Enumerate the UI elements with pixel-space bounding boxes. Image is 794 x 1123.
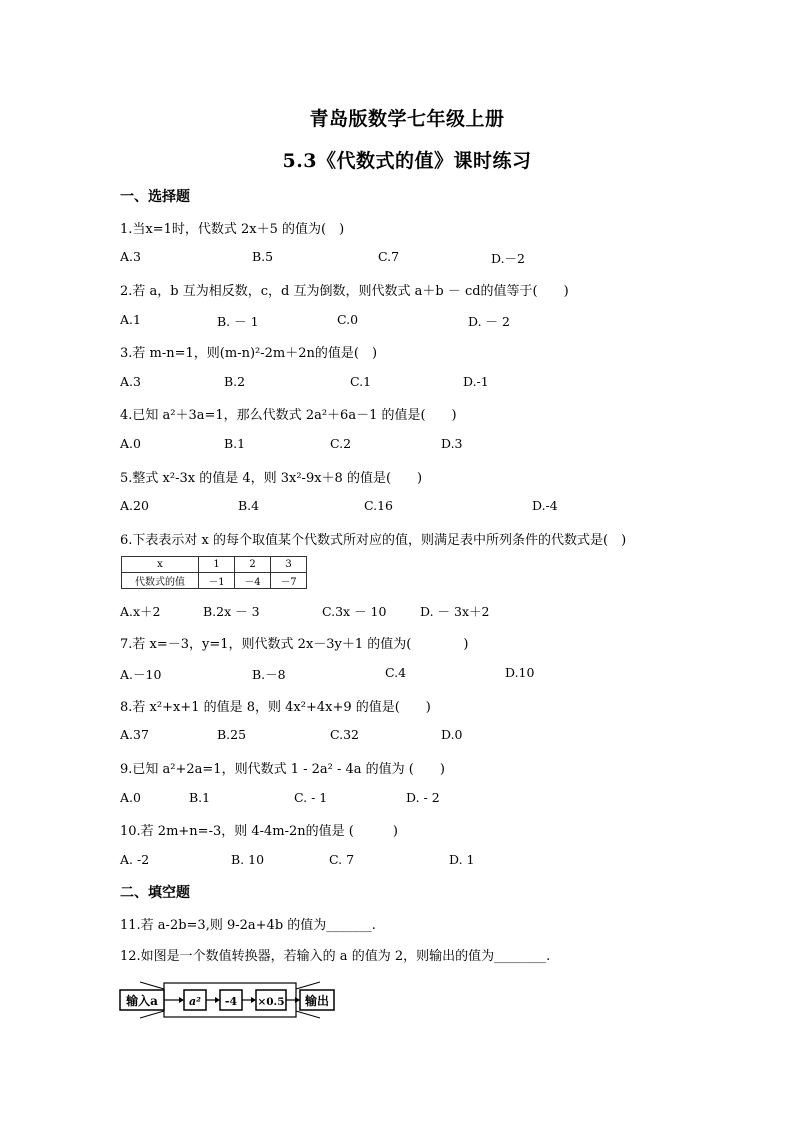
funnel-line: [296, 982, 320, 989]
question-5: 5.整式 x²-3x 的值是 4，则 3x²-9x＋8 的值是( ): [120, 471, 423, 486]
option: B. 10: [231, 852, 265, 867]
funnel-line: [140, 1011, 164, 1018]
options-row: [0, 852, 794, 872]
question-2: 2.若 a，b 互为相反数，c，d 互为倒数，则代数式 a＋b － cd的值等于( ): [120, 284, 569, 299]
table-cell: x: [122, 557, 199, 573]
value-table: [121, 556, 307, 589]
option: D.-1: [463, 374, 489, 389]
option: A.0: [120, 436, 141, 451]
question-11: 11.若 a-2b=3,则 9-2a+4b 的值为_______.: [120, 918, 376, 933]
table-cell: －7: [271, 573, 307, 589]
option: D. － 2: [468, 314, 510, 329]
table-row: [122, 573, 307, 589]
option: C.7: [378, 249, 400, 264]
table-cell: 2: [235, 557, 271, 573]
question-1: 1.当x=1时，代数式 2x＋5 的值为( ): [120, 222, 345, 237]
option: C.4: [385, 665, 407, 680]
option: B.5: [252, 249, 274, 264]
input-label: 输入a: [126, 994, 158, 1008]
option: A.3: [120, 249, 141, 264]
options-row: [0, 602, 794, 622]
output-label: 输出: [304, 994, 330, 1008]
option: D.0: [441, 727, 463, 742]
options-row: [0, 436, 794, 456]
option: D. － 3x＋2: [420, 604, 490, 619]
table-cell: 3: [271, 557, 307, 573]
option: C. 7: [329, 852, 355, 867]
question-4: 4.已知 a²＋3a=1，那么代数式 2a²＋6a－1 的值是( ): [120, 408, 457, 423]
option: C.1: [350, 374, 372, 389]
option: B. － 1: [217, 314, 259, 329]
options-row: [0, 498, 794, 518]
question-7: 7.若 x=－3，y=1，则代数式 2x－3y＋1 的值为( ): [120, 637, 469, 652]
option: D.-4: [532, 498, 558, 513]
option: A.x＋2: [120, 604, 161, 619]
option: A.20: [120, 498, 149, 513]
document-subtitle: 5.3《代数式的值》课时练习: [282, 150, 532, 172]
table-cell: 代数式的值: [122, 573, 199, 589]
question-9: 9.已知 a²+2a=1，则代数式 1 - 2a² - 4a 的值为 ( ): [120, 762, 445, 777]
option: C.16: [364, 498, 393, 513]
options-row: [0, 665, 794, 685]
funnel-line: [296, 1011, 320, 1018]
option: A. -2: [120, 852, 150, 867]
table-cell: 1: [199, 557, 235, 573]
option: B.1: [224, 436, 246, 451]
step-label: a²: [189, 995, 201, 1008]
section-heading-choice: 一、选择题: [120, 189, 190, 205]
option: D. 1: [449, 852, 475, 867]
options-row: [0, 790, 794, 810]
option: D.10: [505, 665, 535, 680]
option: A.－10: [120, 667, 162, 682]
question-6: 6.下表表示对 x 的每个取值某个代数式所对应的值，则满足表中所列条件的代数式是( ): [120, 533, 627, 548]
option: B.2: [224, 374, 246, 389]
options-row: [0, 374, 794, 394]
question-12: 12.如图是一个数值转换器，若输入的 a 的值为 2，则输出的值为________.: [120, 949, 551, 964]
option: D.3: [441, 436, 463, 451]
question-3: 3.若 m-n=1，则(m-n)²-2m＋2n的值是( ): [120, 346, 378, 361]
section-heading-fill: 二、填空题: [120, 885, 190, 901]
funnel-line: [140, 982, 164, 989]
option: A.0: [120, 790, 141, 805]
option: A.37: [120, 727, 149, 742]
option: A.3: [120, 374, 141, 389]
option: C.32: [330, 727, 359, 742]
option: A.1: [120, 312, 141, 327]
option: C.3x － 10: [322, 604, 387, 619]
options-row: [0, 249, 794, 269]
option: B.4: [238, 498, 260, 513]
options-row: [0, 727, 794, 747]
option: C.0: [337, 312, 359, 327]
option: B.25: [217, 727, 247, 742]
document-title: 青岛版数学七年级上册: [309, 108, 505, 130]
step-label: -4: [224, 995, 238, 1008]
table-cell: －4: [235, 573, 271, 589]
step-label: ×0.5: [257, 996, 285, 1008]
table-cell: －1: [199, 573, 235, 589]
table-row: [122, 557, 307, 573]
option: B.2x － 3: [203, 604, 260, 619]
question-8: 8.若 x²+x+1 的值是 8，则 4x²+4x+9 的值是( ): [120, 700, 431, 715]
option: C.2: [330, 436, 352, 451]
question-10: 10.若 2m+n=-3，则 4-4m-2n的值是 ( ): [120, 824, 398, 839]
option: B.1: [189, 790, 211, 805]
number-converter-diagram: [118, 979, 338, 1021]
option: C. - 1: [294, 790, 328, 805]
option: D. - 2: [406, 790, 440, 805]
options-row: [0, 312, 794, 332]
option: D.－2: [491, 251, 526, 266]
option: B.－8: [252, 667, 286, 682]
